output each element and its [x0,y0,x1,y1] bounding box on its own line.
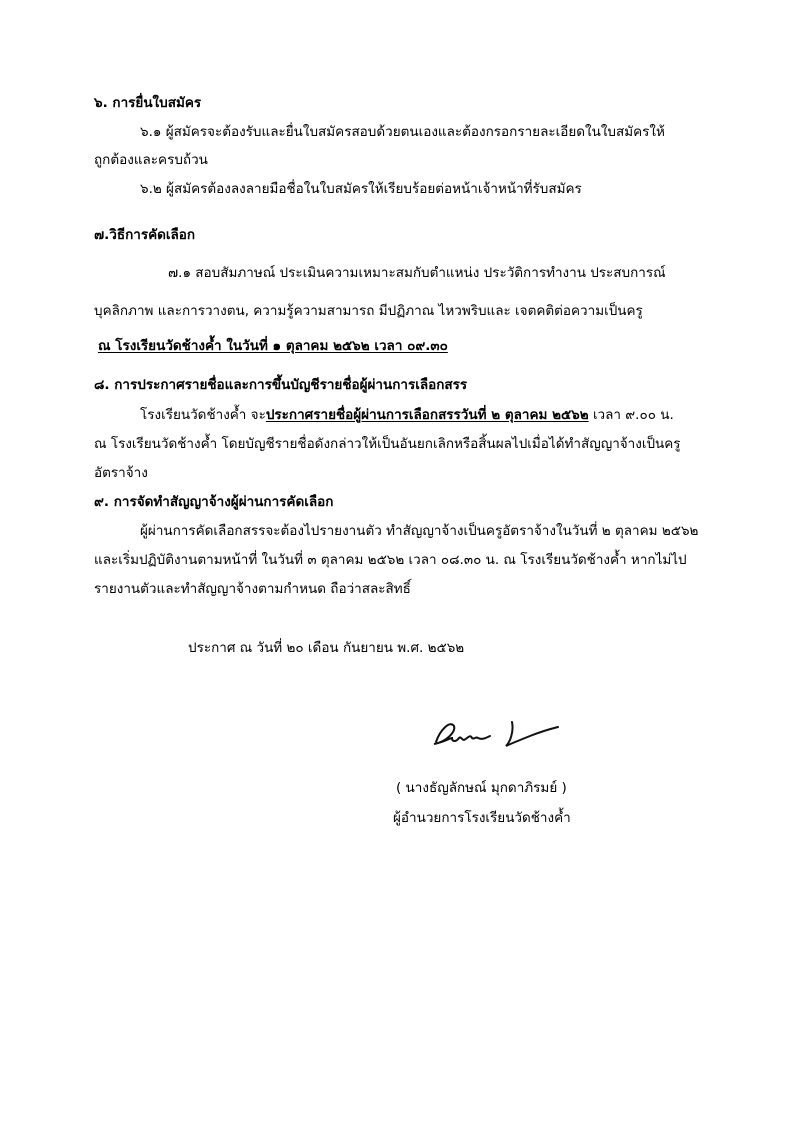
section-8-text-pre: โรงเรียนวัดช้างค้ำ จะ [140,407,266,423]
section-9-paragraph-line-3: รายงานตัวและทำสัญญาจ้างตามกำหนด ถือว่าสละสิทธิ์ [94,581,411,597]
section-6-item-1-line-1: ๖.๑ ผู้สมัครจะต้องรับและยื่นใบสมัครสอบด้วยตนเองและต้องกรอกรายละเอียดในใบสมัครให้ [140,124,665,140]
section-9-paragraph-line-1: ผู้ผ่านการคัดเลือกสรรจะต้องไปรายงานตัว ทำสัญญาจ้างเป็นครูอัตราจ้างในวันที่ ๒ ตุลาคม ๒๕๖๒ [140,523,699,539]
section-8-heading: ๘. การประกาศรายชื่อและการขึ้นบัญชีรายชื่อผู้ผ่านการเลือกสรร [94,377,468,393]
signatory-position: ผู้อำนวยการโรงเรียนวัดช้างค้ำ [393,810,571,826]
section-9-paragraph-line-2: และเริ่มปฏิบัติงานตามหน้าที่ ในวันที่ ๓ ตุลาคม ๒๕๖๒ เวลา ๐๘.๓๐ น. ณ โรงเรียนวัดช้างค้ำ หากไม่ไป [94,552,687,568]
announcement-date: ประกาศ ณ วันที่ ๒๐ เดือน กันยายน พ.ศ. ๒๕๖๒ [188,640,465,656]
section-8-paragraph-line-1 [140,403,674,425]
section-9-heading: ๙. การจัดทำสัญญาจ้างผู้ผ่านการคัดเลือก [94,494,334,510]
section-6-item-1-line-2: ถูกต้องและครบถ้วน [94,152,208,168]
signature-image [426,712,566,760]
section-7-item-1-line-2: บุคลิกภาพ และการวางตน, ความรู้ความสามารถ มีปฏิภาณ ไหวพริบและ เจตคติต่อความเป็นครู [94,303,643,319]
section-7-venue: ณ โรงเรียนวัดช้างค้ำ ในวันที่ ๑ ตุลาคม ๒๕๖๒ เวลา ๐๙.๓๐ [98,338,448,354]
section-6-heading: ๖. การยื่นใบสมัคร [94,95,202,111]
section-8-paragraph-line-3: อัตราจ้าง [94,465,148,481]
signatory-name: ( นางธัญลักษณ์ มุกดาภิรมย์ ) [396,780,567,796]
section-7-item-1-line-1: ๗.๑ สอบสัมภาษณ์ ประเมินความเหมาะสมกับตำแหน่ง ประวัติการทำงาน ประสบการณ์ [168,265,666,281]
section-7-heading: ๗.วิธีการคัดเลือก [94,227,196,243]
section-8-paragraph-line-2: ณ โรงเรียนวัดช้างค้ำ โดยบัญชีรายชื่อดังกล่าวให้เป็นอันยกเลิกหรือสิ้นผลไปเมื่อได้ทำสัญญาจ้างเป็นครู [94,436,681,452]
section-8-announce-date: ประกาศรายชื่อผู้ผ่านการเลือกสรรวันที่ ๒ ตุลาคม ๒๕๖๒ [265,407,589,423]
section-8-text-post: เวลา ๙.๐๐ น. [588,407,674,423]
section-6-item-2: ๖.๒ ผู้สมัครต้องลงลายมือชื่อในใบสมัครให้เรียบร้อยต่อหน้าเจ้าหน้าที่รับสมัคร [140,181,582,197]
